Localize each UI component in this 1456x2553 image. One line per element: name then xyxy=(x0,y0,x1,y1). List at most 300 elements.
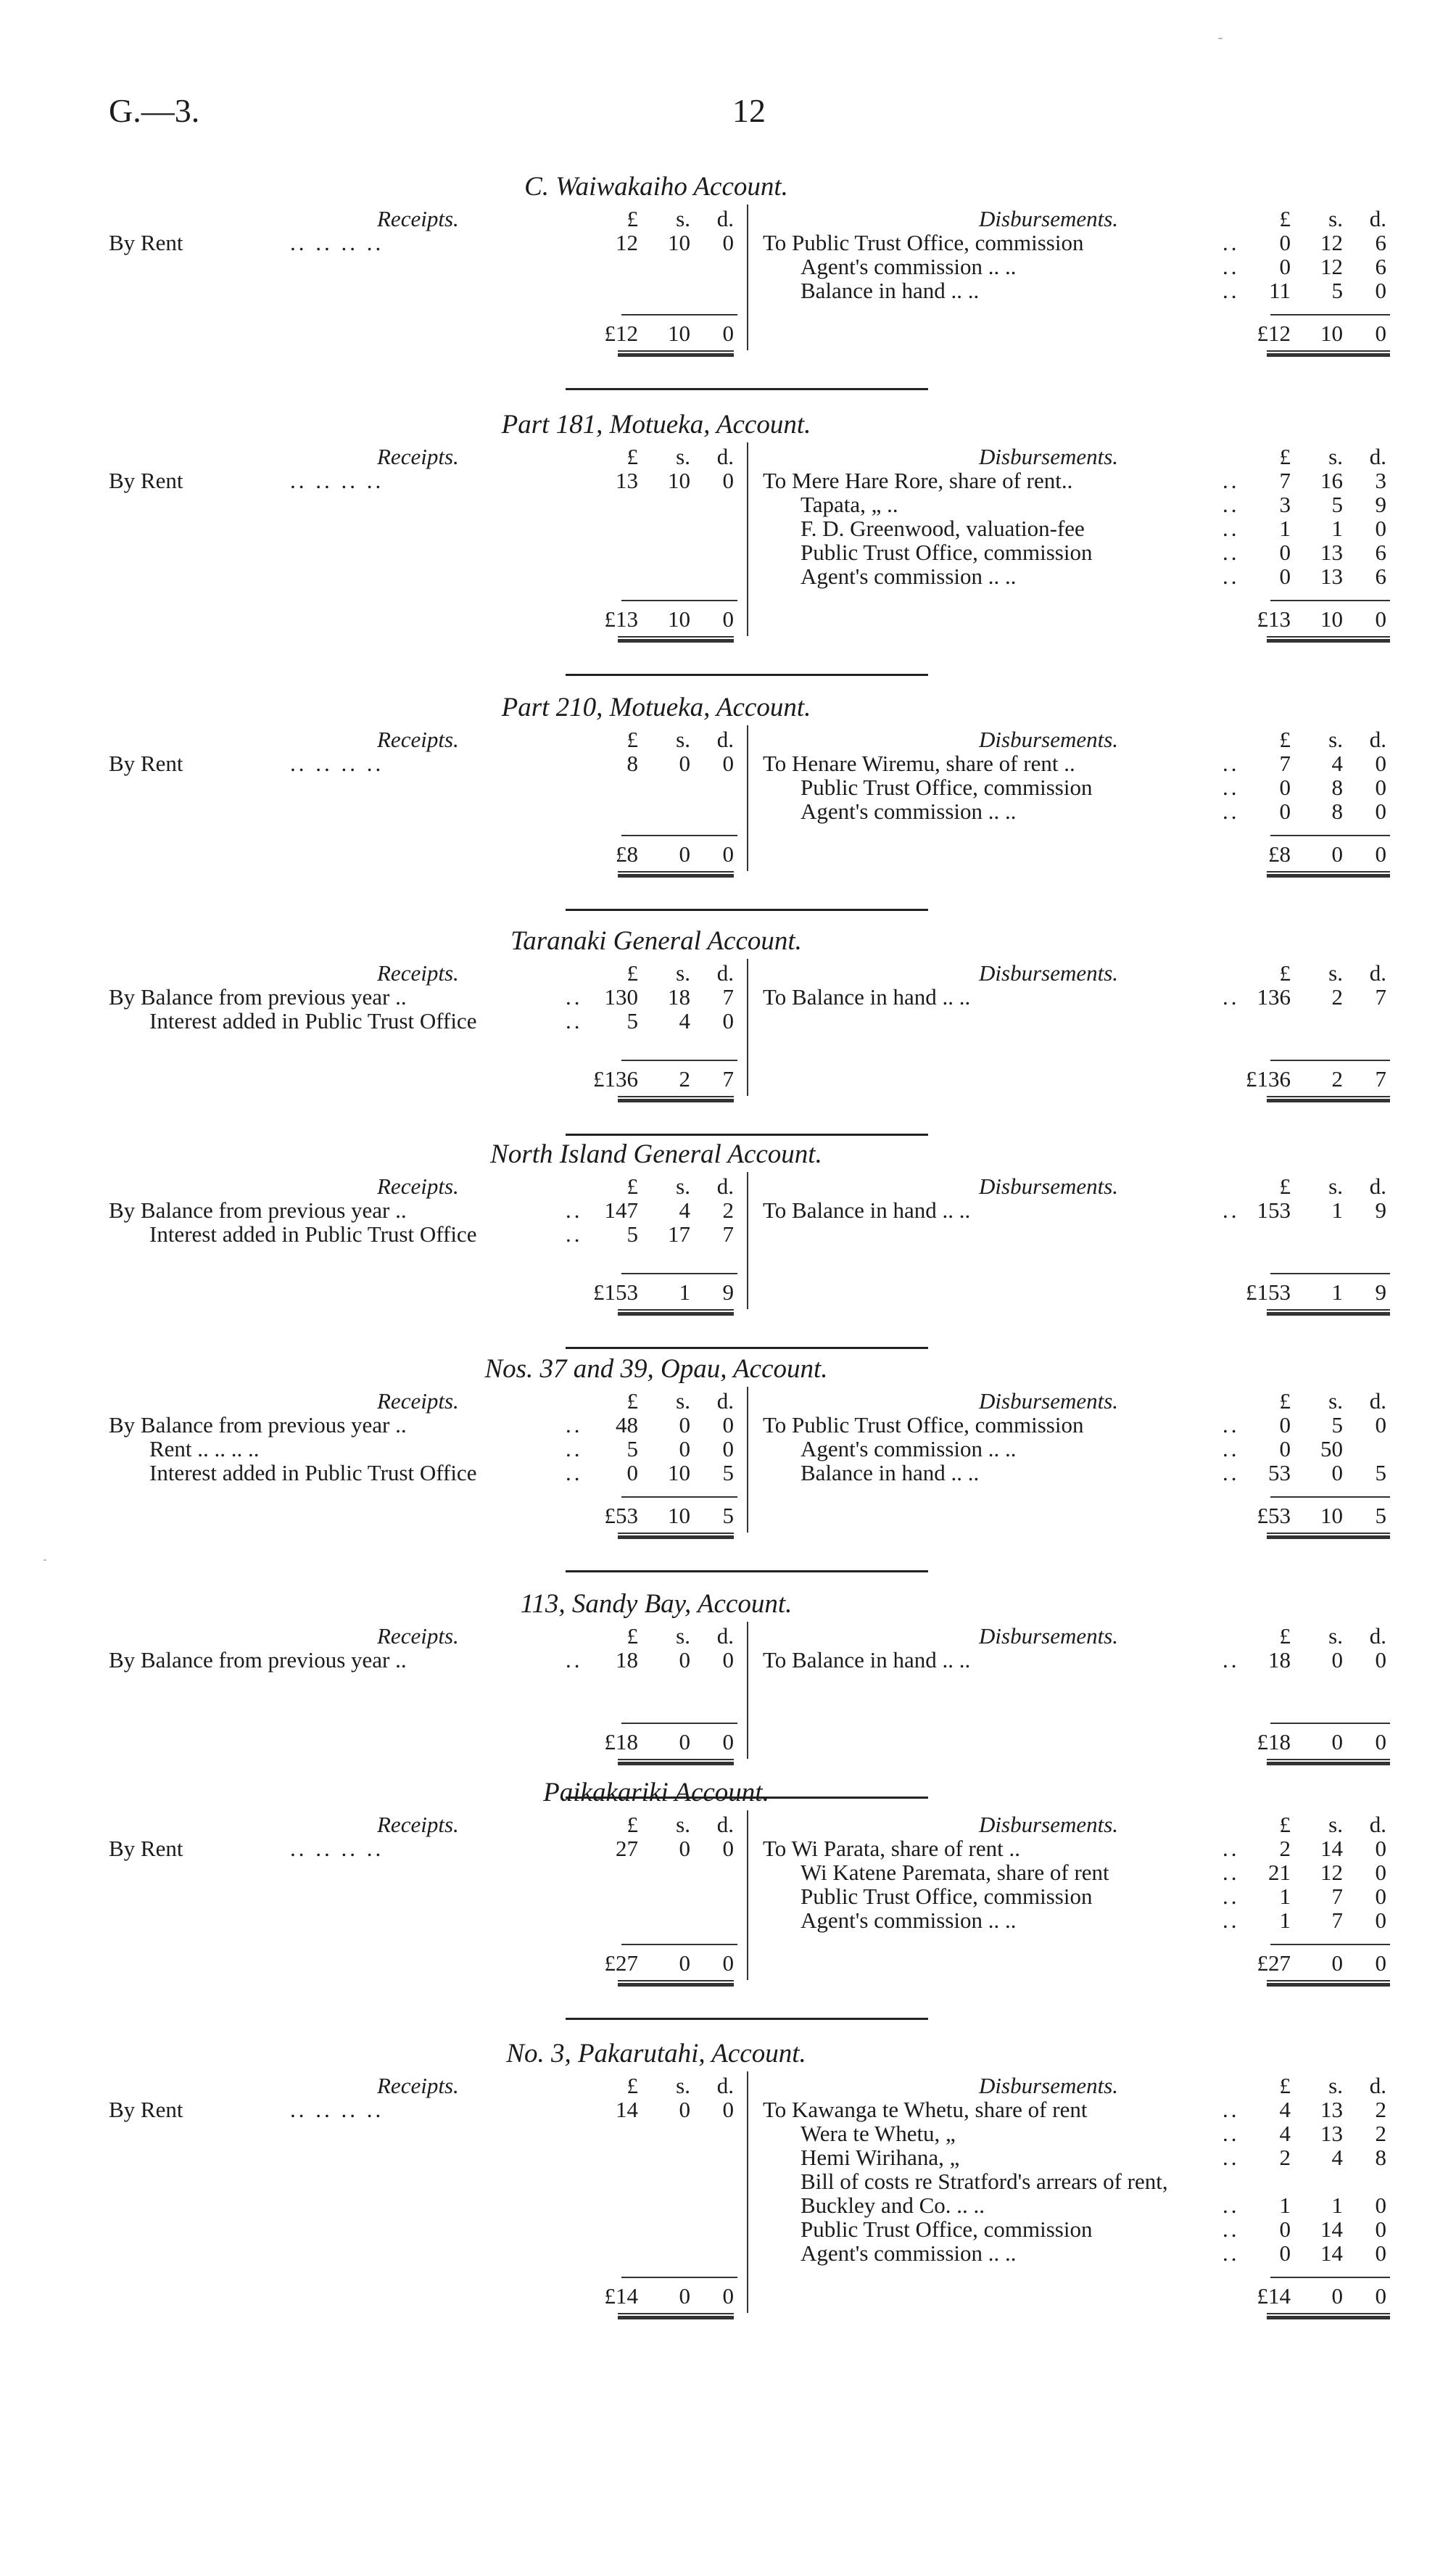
disbursement-pounds: 2 xyxy=(1279,1836,1291,1861)
account-title: Taranaki General Account. xyxy=(510,926,802,956)
pence-heading: d. xyxy=(1369,1174,1386,1199)
receipt-pounds: 27 xyxy=(616,1836,638,1861)
total-double-rule xyxy=(618,1309,734,1316)
disbursement-label: Agent's commission .. .. xyxy=(801,254,1017,279)
receipt-pence: 0 xyxy=(722,1412,734,1438)
receipt-pounds: 13 xyxy=(616,468,638,493)
receipts-total-shillings: 0 xyxy=(679,841,690,867)
disbursement-amount xyxy=(1241,2169,1386,2194)
pounds-heading: £ xyxy=(1279,2073,1291,2098)
pence-heading: d. xyxy=(1369,1812,1386,1837)
disbursement-label: Bill of costs re Stratford's arrears of rent, xyxy=(801,2169,1168,2194)
disbursement-amount xyxy=(1241,2193,1386,2218)
disbursement-label: F. D. Greenwood, valuation-fee xyxy=(801,516,1085,541)
total-double-rule xyxy=(1267,636,1390,643)
leader-dots: .. xyxy=(1223,799,1240,824)
pence-heading: d. xyxy=(716,1174,734,1199)
disbursement-shillings: 12 xyxy=(1320,1860,1343,1885)
disbursement-pounds: 18 xyxy=(1268,1647,1291,1673)
account-title: North Island General Account. xyxy=(490,1139,822,1169)
disbursement-row xyxy=(0,2217,1456,2242)
pence-heading: d. xyxy=(1369,1623,1386,1649)
disbursements-total-pounds: £153 xyxy=(1246,1279,1291,1305)
pence-heading: d. xyxy=(716,1388,734,1414)
column-separator xyxy=(747,959,748,1096)
leader-dots: .. xyxy=(1223,984,1240,1010)
page-reference: G.—3. xyxy=(109,92,200,129)
disbursement-label: To Henare Wiremu, share of rent .. xyxy=(763,751,1075,776)
disbursements-heading: Disbursements. xyxy=(979,1623,1119,1649)
disbursement-shillings: 0 xyxy=(1331,1460,1343,1485)
disbursement-pence: 8 xyxy=(1375,2145,1386,2170)
disbursement-pence: 2 xyxy=(1375,2121,1386,2146)
sum-rule xyxy=(1270,600,1390,601)
pounds-heading: £ xyxy=(626,444,638,469)
receipts-total-pence: 7 xyxy=(722,1066,734,1092)
receipts-total-pounds: £12 xyxy=(604,321,638,346)
shillings-heading: s. xyxy=(1328,1174,1343,1199)
leader-dots: .. .. .. .. xyxy=(290,751,384,776)
disbursement-pounds: 4 xyxy=(1279,2097,1291,2122)
receipts-total-pence: 0 xyxy=(722,606,734,632)
account-title: Part 181, Motueka, Account. xyxy=(501,410,811,440)
disbursement-row xyxy=(0,492,1456,517)
receipt-pounds: 48 xyxy=(616,1412,638,1438)
column-separator xyxy=(747,205,748,350)
leader-dots: .. .. .. .. xyxy=(290,2097,384,2122)
disbursement-pounds: 3 xyxy=(1279,492,1291,517)
total-double-rule xyxy=(618,636,734,643)
disbursements-total-pence: 0 xyxy=(1375,606,1386,632)
receipt-label: Interest added in Public Trust Office xyxy=(149,1008,477,1034)
receipt-shillings: 0 xyxy=(679,1836,690,1861)
disbursement-shillings: 4 xyxy=(1331,751,1343,776)
disbursements-total-amount xyxy=(1241,1504,1386,1528)
receipts-total-shillings: 2 xyxy=(679,1066,690,1092)
sum-rule xyxy=(621,1723,737,1724)
disbursement-pence: 6 xyxy=(1375,540,1386,565)
disbursement-amount xyxy=(1241,255,1386,279)
leader-dots: .. xyxy=(1223,2193,1240,2218)
account-title: Nos. 37 and 39, Opau, Account. xyxy=(484,1354,828,1384)
pounds-heading: £ xyxy=(626,1174,638,1199)
disbursements-total-shillings: 10 xyxy=(1320,1503,1343,1528)
disbursement-label: Balance in hand .. .. xyxy=(801,278,980,303)
receipt-pence: 0 xyxy=(722,751,734,776)
disbursement-pounds: 153 xyxy=(1257,1197,1291,1223)
sum-rule xyxy=(1270,314,1390,315)
receipt-shillings: 4 xyxy=(679,1197,690,1223)
sum-rule xyxy=(1270,835,1390,836)
disbursements-total-amount xyxy=(1241,842,1386,867)
disbursement-shillings: 7 xyxy=(1331,1907,1343,1933)
column-separator xyxy=(747,2071,748,2313)
pence-heading: d. xyxy=(1369,444,1386,469)
disbursement-pounds: 0 xyxy=(1279,2240,1291,2266)
leader-dots: .. xyxy=(1223,1436,1240,1461)
receipts-total-shillings: 0 xyxy=(679,2283,690,2309)
receipt-label: By Rent xyxy=(109,468,183,493)
disbursement-pounds: 1 xyxy=(1279,516,1291,541)
pounds-heading: £ xyxy=(1279,1388,1291,1414)
column-separator xyxy=(747,1622,748,1759)
disbursement-pence: 0 xyxy=(1375,751,1386,776)
receipts-heading: Receipts. xyxy=(377,727,459,752)
disbursement-label: To Balance in hand .. .. xyxy=(763,1197,971,1223)
receipt-shillings: 10 xyxy=(668,468,690,493)
disbursement-shillings: 14 xyxy=(1320,1836,1343,1861)
disbursements-total-pounds: £136 xyxy=(1246,1066,1291,1092)
shillings-heading: s. xyxy=(1328,1812,1343,1837)
receipts-total-amount xyxy=(589,321,734,346)
receipt-shillings: 0 xyxy=(679,1647,690,1673)
scan-mark xyxy=(44,1559,46,1561)
pence-heading: d. xyxy=(716,960,734,986)
disbursement-label: To Public Trust Office, commission xyxy=(763,1412,1084,1438)
pounds-heading: £ xyxy=(626,727,638,752)
receipts-total-amount xyxy=(589,2284,734,2309)
receipt-label: By Rent xyxy=(109,230,183,255)
pounds-heading: £ xyxy=(1279,1623,1291,1649)
total-double-rule xyxy=(618,1759,734,1765)
disbursement-pence: 3 xyxy=(1375,468,1386,493)
shillings-heading: s. xyxy=(1328,444,1343,469)
receipts-heading: Receipts. xyxy=(377,2073,459,2098)
disbursements-heading: Disbursements. xyxy=(979,206,1119,231)
disbursement-row xyxy=(0,516,1456,541)
disbursements-total-pence: 0 xyxy=(1375,321,1386,346)
disbursement-amount xyxy=(1241,775,1386,800)
disbursement-amount xyxy=(1241,985,1386,1010)
disbursement-row xyxy=(0,2121,1456,2146)
shillings-heading: s. xyxy=(676,206,690,231)
receipt-pence: 7 xyxy=(722,984,734,1010)
pence-heading: d. xyxy=(716,2073,734,2098)
disbursements-heading: Disbursements. xyxy=(979,1812,1119,1837)
leader-dots: .. xyxy=(1223,564,1240,589)
disbursement-amount xyxy=(1241,799,1386,824)
receipt-pounds: 130 xyxy=(604,984,638,1010)
receipts-total-pounds: £136 xyxy=(593,1066,638,1092)
receipts-total-pence: 0 xyxy=(722,2283,734,2309)
pence-heading: d. xyxy=(1369,206,1386,231)
leader-dots: .. xyxy=(1223,1647,1240,1673)
leader-dots: .. xyxy=(566,1197,583,1223)
disbursement-amount xyxy=(1241,1884,1386,1909)
disbursement-row xyxy=(0,564,1456,589)
pence-heading: d. xyxy=(1369,960,1386,986)
receipt-pounds: 14 xyxy=(616,2097,638,2122)
receipt-shillings: 0 xyxy=(679,751,690,776)
disbursement-amount xyxy=(1241,469,1386,493)
leader-dots: .. xyxy=(1223,2240,1240,2266)
leader-dots: .. xyxy=(1223,540,1240,565)
disbursement-pence: 0 xyxy=(1375,1836,1386,1861)
pounds-heading: £ xyxy=(626,1812,638,1837)
receipt-pence: 0 xyxy=(722,1008,734,1034)
disbursement-row xyxy=(0,279,1456,303)
total-double-rule xyxy=(1267,1533,1390,1539)
receipt-pence: 5 xyxy=(722,1460,734,1485)
section-divider xyxy=(566,1134,928,1136)
disbursement-row xyxy=(0,1461,1456,1485)
disbursement-shillings: 4 xyxy=(1331,2145,1343,2170)
account-title: C. Waiwakaiho Account. xyxy=(524,172,788,202)
disbursement-label: Wi Katene Paremata, share of rent xyxy=(801,1860,1109,1885)
section-divider xyxy=(566,909,928,911)
receipt-pence: 0 xyxy=(722,468,734,493)
disbursements-heading: Disbursements. xyxy=(979,1174,1119,1199)
disbursement-row xyxy=(0,1648,1456,1673)
leader-dots: .. xyxy=(566,1221,583,1247)
disbursement-shillings: 7 xyxy=(1331,1884,1343,1909)
disbursement-amount xyxy=(1241,1461,1386,1485)
disbursement-pence: 2 xyxy=(1375,2097,1386,2122)
disbursement-pounds: 1 xyxy=(1279,1884,1291,1909)
receipt-shillings: 4 xyxy=(679,1008,690,1034)
leader-dots: .. .. .. .. xyxy=(290,230,384,255)
pounds-heading: £ xyxy=(1279,444,1291,469)
disbursement-row xyxy=(0,2241,1456,2266)
leader-dots: .. xyxy=(1223,516,1240,541)
disbursement-row xyxy=(0,469,1456,493)
receipts-total-amount xyxy=(589,607,734,632)
disbursement-pounds: 1 xyxy=(1279,1907,1291,1933)
page-header xyxy=(109,91,1414,135)
disbursement-row xyxy=(0,1908,1456,1933)
receipt-pounds: 5 xyxy=(626,1008,638,1034)
disbursement-label: Balance in hand .. .. xyxy=(801,1460,980,1485)
leader-dots: .. xyxy=(1223,2216,1240,2242)
leader-dots: .. xyxy=(1223,492,1240,517)
shillings-heading: s. xyxy=(676,1174,690,1199)
receipt-label: Interest added in Public Trust Office xyxy=(149,1221,477,1247)
disbursement-shillings: 8 xyxy=(1331,775,1343,800)
account-title: 113, Sandy Bay, Account. xyxy=(520,1589,793,1619)
disbursements-total-amount xyxy=(1241,1280,1386,1305)
disbursement-pence: 0 xyxy=(1375,2240,1386,2266)
receipt-pounds: 12 xyxy=(616,230,638,255)
disbursement-label: Agent's commission .. .. xyxy=(801,2240,1017,2266)
pounds-heading: £ xyxy=(1279,727,1291,752)
disbursement-pence: 6 xyxy=(1375,230,1386,255)
receipt-label: By Rent xyxy=(109,1836,183,1861)
receipts-total-pounds: £8 xyxy=(616,841,638,867)
disbursement-label: Tapata, „ .. xyxy=(801,492,898,517)
receipt-shillings: 0 xyxy=(679,1412,690,1438)
disbursement-row xyxy=(0,255,1456,279)
disbursement-pounds: 2 xyxy=(1279,2145,1291,2170)
leader-dots: .. xyxy=(1223,1412,1240,1438)
receipt-shillings: 0 xyxy=(679,1436,690,1461)
disbursements-total-pence: 0 xyxy=(1375,841,1386,867)
disbursement-pounds: 4 xyxy=(1279,2121,1291,2146)
leader-dots: .. xyxy=(566,1647,583,1673)
total-double-rule xyxy=(1267,350,1390,357)
disbursement-row xyxy=(0,775,1456,800)
sum-rule xyxy=(621,314,737,315)
receipts-total-amount xyxy=(589,1280,734,1305)
pounds-heading: £ xyxy=(626,1388,638,1414)
receipt-label: By Rent xyxy=(109,751,183,776)
disbursements-total-pence: 5 xyxy=(1375,1503,1386,1528)
receipts-total-amount xyxy=(589,1067,734,1092)
disbursement-shillings: 12 xyxy=(1320,230,1343,255)
disbursement-pence: 0 xyxy=(1375,1860,1386,1885)
disbursement-amount xyxy=(1241,492,1386,517)
leader-dots: .. xyxy=(1223,2097,1240,2122)
leader-dots: .. xyxy=(566,1436,583,1461)
receipts-total-pounds: £153 xyxy=(593,1279,638,1305)
shillings-heading: s. xyxy=(676,1388,690,1414)
disbursement-shillings: 13 xyxy=(1320,2097,1343,2122)
disbursement-pounds: 53 xyxy=(1268,1460,1291,1485)
receipts-total-shillings: 1 xyxy=(679,1279,690,1305)
disbursement-pence: 0 xyxy=(1375,2216,1386,2242)
disbursement-row xyxy=(0,231,1456,255)
disbursement-pounds: 0 xyxy=(1279,230,1291,255)
section-divider xyxy=(566,1570,928,1572)
shillings-heading: s. xyxy=(1328,960,1343,986)
shillings-heading: s. xyxy=(1328,727,1343,752)
pence-heading: d. xyxy=(1369,2073,1386,2098)
disbursements-total-amount xyxy=(1241,321,1386,346)
disbursements-total-pence: 0 xyxy=(1375,1950,1386,1976)
disbursement-row xyxy=(0,1198,1456,1223)
disbursement-amount xyxy=(1241,2121,1386,2146)
leader-dots: .. xyxy=(566,1460,583,1485)
receipt-shillings: 17 xyxy=(668,1221,690,1247)
pounds-heading: £ xyxy=(1279,1812,1291,1837)
total-double-rule xyxy=(618,2313,734,2319)
receipts-heading: Receipts. xyxy=(377,1388,459,1414)
shillings-heading: s. xyxy=(676,444,690,469)
receipts-total-shillings: 0 xyxy=(679,1950,690,1976)
disbursements-heading: Disbursements. xyxy=(979,444,1119,469)
leader-dots: .. xyxy=(1223,1197,1240,1223)
receipt-label: By Rent xyxy=(109,2097,183,2122)
receipts-total-shillings: 0 xyxy=(679,1729,690,1754)
disbursement-pounds: 0 xyxy=(1279,1436,1291,1461)
receipt-pence: 0 xyxy=(722,1647,734,1673)
sum-rule xyxy=(621,2277,737,2278)
receipt-shillings: 0 xyxy=(679,2097,690,2122)
disbursement-pence: 0 xyxy=(1375,516,1386,541)
receipts-total-pounds: £13 xyxy=(604,606,638,632)
disbursement-label: Agent's commission .. .. xyxy=(801,1907,1017,1933)
disbursement-pence: 7 xyxy=(1375,984,1386,1010)
disbursement-amount xyxy=(1241,1648,1386,1673)
disbursement-pence: 9 xyxy=(1375,1197,1386,1223)
disbursements-total-shillings: 0 xyxy=(1331,2283,1343,2309)
disbursement-shillings: 1 xyxy=(1331,2193,1343,2218)
receipt-shillings: 18 xyxy=(668,984,690,1010)
total-double-rule xyxy=(1267,1309,1390,1316)
disbursements-total-pounds: £13 xyxy=(1257,606,1291,632)
receipt-label: Interest added in Public Trust Office xyxy=(149,1460,477,1485)
receipts-heading: Receipts. xyxy=(377,206,459,231)
disbursement-label: Buckley and Co. .. .. xyxy=(801,2193,985,2218)
disbursement-pounds: 0 xyxy=(1279,799,1291,824)
disbursement-pence: 9 xyxy=(1375,492,1386,517)
disbursements-heading: Disbursements. xyxy=(979,2073,1119,2098)
sum-rule xyxy=(1270,1496,1390,1498)
disbursement-pounds: 0 xyxy=(1279,254,1291,279)
disbursement-row xyxy=(0,1884,1456,1909)
sum-rule xyxy=(621,1273,737,1274)
pounds-heading: £ xyxy=(626,1623,638,1649)
disbursement-pence: 5 xyxy=(1375,1460,1386,1485)
disbursements-total-shillings: 0 xyxy=(1331,841,1343,867)
leader-dots: .. .. .. .. xyxy=(290,468,384,493)
disbursement-shillings: 8 xyxy=(1331,799,1343,824)
shillings-heading: s. xyxy=(1328,2073,1343,2098)
disbursement-pounds: 0 xyxy=(1279,1412,1291,1438)
disbursements-total-pounds: £53 xyxy=(1257,1503,1291,1528)
disbursements-total-pounds: £8 xyxy=(1268,841,1291,867)
receipts-total-pounds: £14 xyxy=(604,2283,638,2309)
disbursement-row xyxy=(0,540,1456,565)
shillings-heading: s. xyxy=(1328,206,1343,231)
receipt-label: By Balance from previous year .. xyxy=(109,1412,407,1438)
shillings-heading: s. xyxy=(676,960,690,986)
disbursement-pence: 0 xyxy=(1375,1884,1386,1909)
receipt-label: By Balance from previous year .. xyxy=(109,1647,407,1673)
disbursements-heading: Disbursements. xyxy=(979,1388,1119,1414)
receipts-total-pence: 5 xyxy=(722,1503,734,1528)
disbursement-shillings: 2 xyxy=(1331,984,1343,1010)
disbursement-row xyxy=(0,2193,1456,2218)
leader-dots: .. xyxy=(1223,230,1240,255)
disbursement-pounds: 7 xyxy=(1279,751,1291,776)
receipts-total-pence: 9 xyxy=(722,1279,734,1305)
disbursement-shillings: 1 xyxy=(1331,516,1343,541)
disbursement-pence: 0 xyxy=(1375,1907,1386,1933)
disbursement-amount xyxy=(1241,2145,1386,2170)
disbursement-row xyxy=(0,1437,1456,1461)
leader-dots: .. xyxy=(1223,2145,1240,2170)
receipt-pence: 0 xyxy=(722,1436,734,1461)
total-double-rule xyxy=(1267,1096,1390,1102)
sum-rule xyxy=(1270,2277,1390,2278)
receipts-total-shillings: 10 xyxy=(668,606,690,632)
disbursement-pounds: 0 xyxy=(1279,564,1291,589)
disbursement-row xyxy=(0,2145,1456,2170)
disbursement-label: Wera te Whetu, „ xyxy=(801,2121,956,2146)
pence-heading: d. xyxy=(716,206,734,231)
receipt-label: By Balance from previous year .. xyxy=(109,1197,407,1223)
sum-rule xyxy=(621,835,737,836)
column-separator xyxy=(747,1810,748,1980)
account-title: No. 3, Pakarutahi, Account. xyxy=(506,2039,806,2069)
disbursement-shillings: 14 xyxy=(1320,2216,1343,2242)
disbursement-pounds: 0 xyxy=(1279,775,1291,800)
receipts-total-amount xyxy=(589,1730,734,1754)
sum-rule xyxy=(621,1496,737,1498)
leader-dots: .. xyxy=(1223,1907,1240,1933)
pence-heading: d. xyxy=(716,444,734,469)
disbursement-label: Agent's commission .. .. xyxy=(801,564,1017,589)
receipts-total-amount xyxy=(589,1951,734,1976)
sum-rule xyxy=(1270,1723,1390,1724)
disbursement-label: To Balance in hand .. .. xyxy=(763,1647,971,1673)
disbursement-amount xyxy=(1241,279,1386,303)
disbursements-heading: Disbursements. xyxy=(979,960,1119,986)
shillings-heading: s. xyxy=(676,727,690,752)
total-double-rule xyxy=(1267,1980,1390,1987)
column-separator xyxy=(747,442,748,636)
receipt-pounds: 8 xyxy=(626,751,638,776)
